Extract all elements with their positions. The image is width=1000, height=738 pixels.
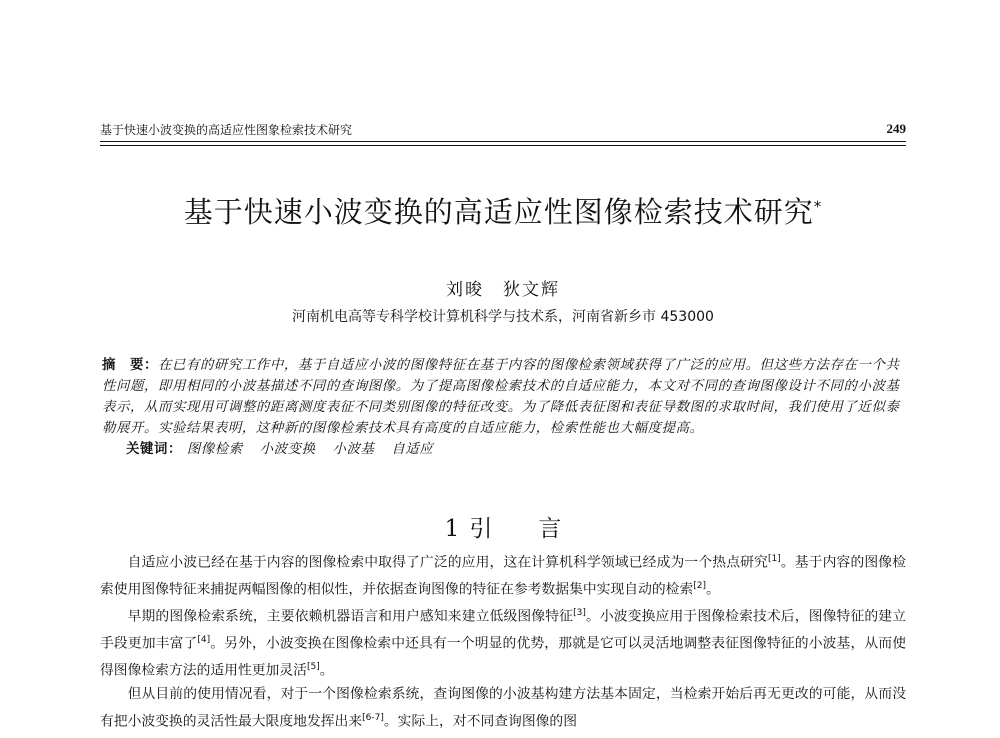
paragraph-text: 早期的图像检索系统，主要依赖机器语言和用户感知来建立低级图像特征 — [127, 608, 574, 625]
header-rule-thick — [100, 141, 906, 142]
keyword: 小波基 — [332, 442, 375, 457]
section-heading — [100, 510, 906, 543]
paragraph-text: 。另外，小波变换在图像检索中还具有一个明显的优势，那就是它可以灵活地调整表征图像特征的小波基，从而使得图像检索方法的适用性更加灵活 — [100, 635, 907, 679]
running-header — [100, 121, 906, 139]
citation-marker: [6-7] — [362, 712, 384, 723]
keyword: 小波变换 — [259, 442, 316, 457]
section-title: 引 言 — [469, 516, 562, 542]
citation-marker: [2] — [693, 581, 707, 592]
keywords-label: 关键词： — [126, 441, 182, 457]
abstract-body — [102, 355, 902, 439]
abstract-label: 摘 要： — [102, 357, 158, 373]
abstract — [102, 355, 902, 460]
keyword: 图像检索 — [186, 442, 243, 457]
citation-marker: [4] — [197, 635, 211, 646]
paragraph-text: 。小波变换应用于图像检索技术后，图像特征的建立手段更加丰富了 — [100, 608, 907, 652]
paragraph-text: 。 — [319, 662, 334, 679]
paper-title — [100, 190, 906, 231]
citation-marker: [5] — [306, 662, 320, 673]
authors: 刘晙 狄文辉 — [446, 280, 560, 300]
body-text — [100, 548, 906, 734]
title-footnote-mark: * — [813, 197, 823, 216]
paper-title-text: 基于快速小波变换的高适应性图像检索技术研究 — [183, 195, 814, 229]
page-number: 249 — [886, 121, 906, 136]
section-number: 1 — [444, 516, 460, 542]
affiliation: 河南机电高等专科学校计算机科学与技术系，河南省新乡市 453000 — [292, 309, 714, 325]
paragraph-text: 。基于内容的图像检索使用图像特征来捕捉两幅图像的相似性，并依据查询图像的特征在参考数据集中实现自动的检索 — [100, 554, 907, 598]
body-paragraph — [100, 683, 906, 734]
paragraph-text: 。 — [706, 581, 720, 598]
abstract-text: 在已有的研究工作中，基于自适应小波的图像特征在基于内容的图像检索领域获得了广泛的应用。但这些方法存在一个共性问题，即用相同的小波基描述不同的查询图像。为了提高图像检索技术的自适应能力，本文对不同的查询图像设计不同的小波基表示，从而实现用可调整的距离测度表征不同类别图像的特征改变。为了降低表征图和表征导数图的求取时间，我们使用了近似泰勒展开。实验结果表明，这种新的图像检索技术具有高度的自适应能力，检索性能也大幅度提高。 — [102, 358, 900, 436]
paragraph-text: 自适应小波已经在基于内容的图像检索中取得了广泛的应用，这在计算机科学领域已经成为一个热点研究 — [127, 554, 768, 571]
running-title: 基于快速小波变换的高适应性图象检索技术研究 — [100, 123, 353, 137]
paragraph-text: 但从目前的使用情况看，对于一个图像检索系统，查询图像的小波基构建方法基本固定，当检索开始后再无更改的可能，从而没有把小波变换的灵活性最大限度地发挥出来 — [100, 686, 906, 730]
keywords — [126, 439, 902, 460]
citation-marker: [3] — [573, 608, 586, 619]
body-paragraph — [100, 548, 906, 602]
keyword: 自适应 — [391, 442, 434, 457]
citation-marker: [1] — [767, 554, 781, 564]
paragraph-text: 。实际上，对不同查询图像的图 — [383, 713, 578, 730]
header-rule-thin — [100, 145, 906, 146]
body-paragraph — [100, 602, 906, 683]
